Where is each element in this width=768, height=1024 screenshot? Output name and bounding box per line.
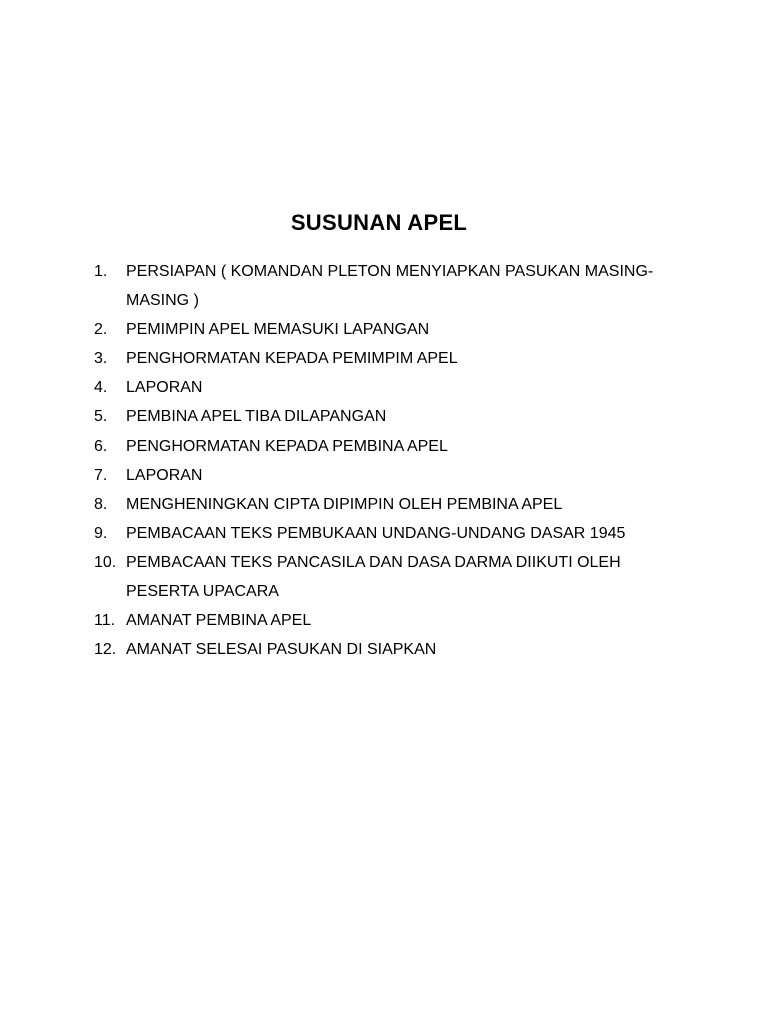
item-text: PERSIAPAN ( KOMANDAN PLETON MENYIAPKAN PASUKAN MASING-MASING ) (126, 263, 654, 310)
item-text: AMANAT PEMBINA APEL (126, 612, 312, 630)
item-text: PEMIMPIN APEL MEMASUKI LAPANGAN (126, 321, 430, 339)
item-text: PEMBACAAN TEKS PANCASILA DAN DASA DARMA DIIKUTI OLEH PESERTA UPACARA (126, 553, 621, 601)
item-number: 4. (94, 379, 108, 397)
item-text: AMANAT SELESAI PASUKAN DI SIAPKAN (126, 641, 437, 659)
item-text: LAPORAN (126, 466, 203, 484)
list-item (0, 635, 768, 664)
item-text: LAPORAN (126, 379, 203, 397)
list-item (0, 519, 768, 548)
item-number: 7. (94, 466, 108, 484)
item-number: 5. (94, 408, 108, 426)
document-title: SUSUNAN APEL (290, 210, 468, 235)
list-item (0, 432, 768, 461)
list-item (0, 402, 768, 431)
item-number: 2. (94, 321, 108, 339)
item-number: 8. (94, 495, 108, 513)
list-item (0, 606, 768, 635)
item-number: 1. (94, 263, 108, 280)
item-number: 10. (94, 553, 117, 571)
item-text: PENGHORMATAN KEPADA PEMIMPIM APEL (126, 350, 458, 368)
item-number: 11. (94, 612, 116, 630)
item-text: MENGHENINGKAN CIPTA DIPIMPIN OLEH PEMBINA APEL (126, 495, 563, 513)
item-number: 12. (94, 641, 117, 659)
list-item (0, 373, 768, 402)
list-item (0, 315, 768, 344)
item-number: 9. (94, 524, 108, 542)
item-text: PENGHORMATAN KEPADA PEMBINA APEL (126, 437, 448, 455)
list-item (0, 344, 768, 373)
list-item (0, 257, 768, 315)
item-text: PEMBINA APEL TIBA DILAPANGAN (126, 408, 387, 426)
list-item (0, 548, 768, 606)
agenda-list (0, 257, 768, 664)
item-text: PEMBACAAN TEKS PEMBUKAAN UNDANG-UNDANG DASAR 1945 (126, 524, 626, 542)
item-number: 6. (94, 437, 108, 455)
list-item (0, 461, 768, 490)
item-number: 3. (94, 350, 108, 368)
list-item (0, 490, 768, 519)
